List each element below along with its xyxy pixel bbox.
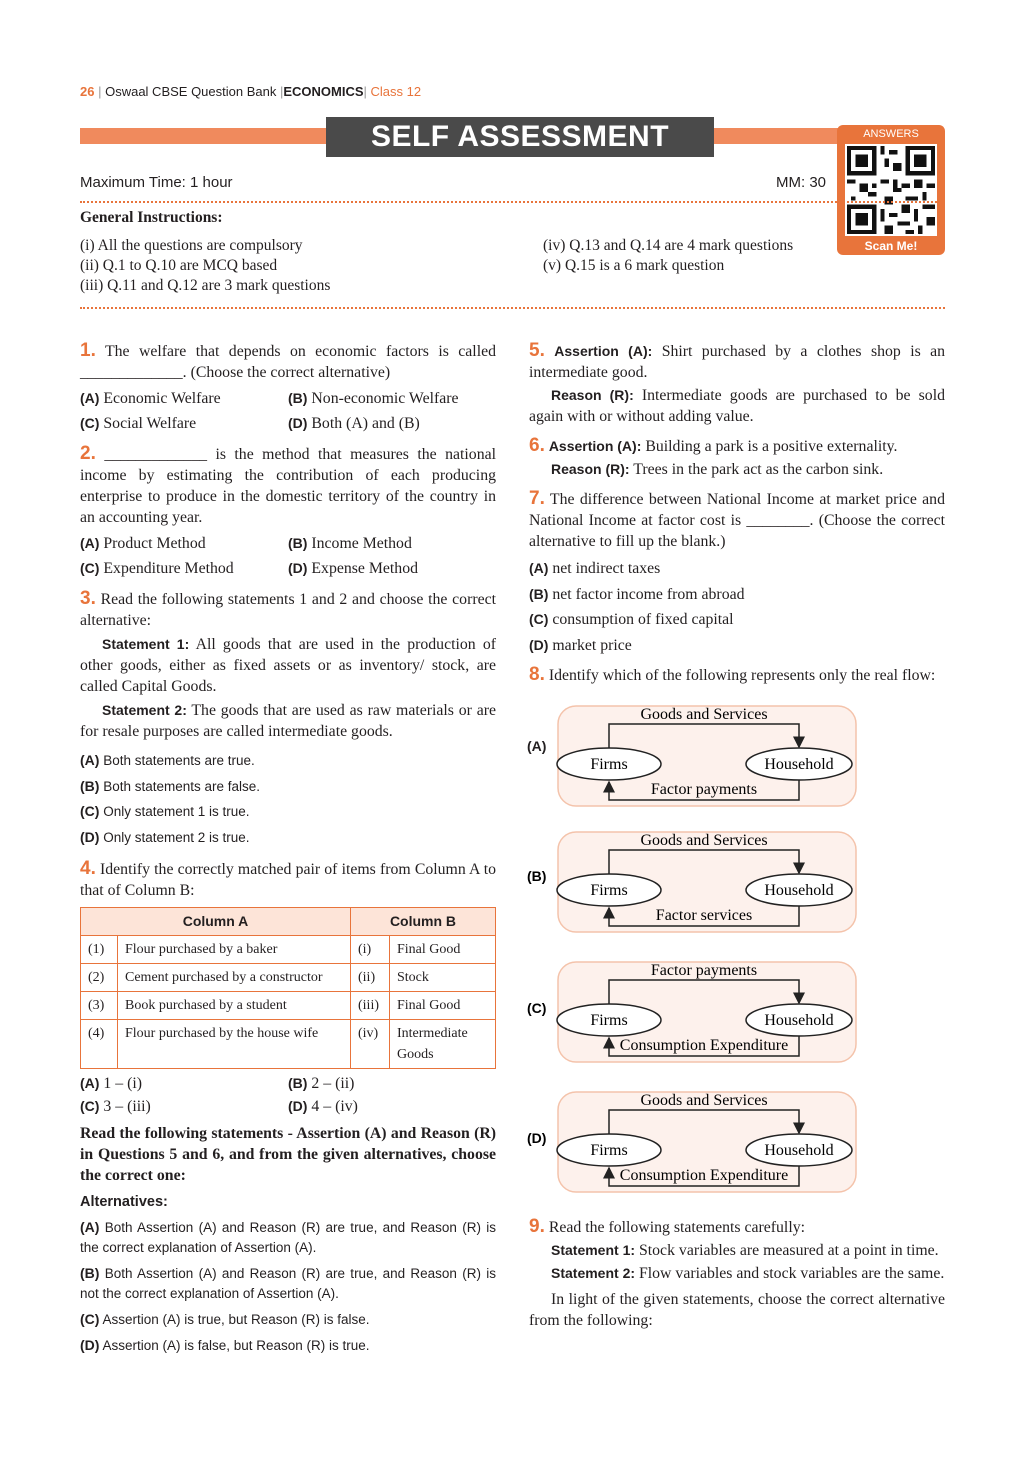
max-marks: MM: 30 xyxy=(776,174,827,191)
alternatives-heading: Alternatives: xyxy=(80,1194,168,1210)
qr-bottom-label: Scan Me! xyxy=(864,239,918,253)
q9-statement-2: Statement 2: Flow variables and stock variables are the same. xyxy=(551,1265,945,1282)
firms-label: Firms xyxy=(590,756,628,773)
instructions-left xyxy=(80,236,330,296)
option-item[interactable]: (C) Social Welfare xyxy=(80,415,197,432)
bottom-flow-label: Factor services xyxy=(655,907,753,924)
question-1: 1. The welfare that depends on economic factors is called _____________. (Choose the correct alternative) xyxy=(80,340,496,381)
question-8: 8. Identify which of the following represents only the real flow: xyxy=(529,664,936,685)
flow-diagram-c[interactable] xyxy=(527,958,867,1071)
flow-diagram-b[interactable] xyxy=(527,828,867,941)
paper-title: SELF ASSESSMENT PAPER 1 xyxy=(326,117,714,157)
book-title: Oswaal CBSE Question Bank xyxy=(105,84,277,99)
top-flow-label: Goods and Services xyxy=(640,706,768,723)
flow-diagram-d[interactable] xyxy=(527,1088,867,1201)
question-4: 4. Identify the correctly matched pair of items from Column A to that of Column B: xyxy=(80,858,496,899)
q2-options xyxy=(80,533,496,579)
answers-qr-block[interactable] xyxy=(837,125,945,255)
question-7: 7. The difference between National Income at market price and National Income at factor cost is ________. (Choose the correct alternative to fill up the blank.) xyxy=(529,488,945,550)
instructions-heading: General Instructions: xyxy=(80,209,223,226)
q4-options xyxy=(80,1073,496,1117)
question-5-assertion: 5. Assertion (A): Shirt purchased by a clothes shop is an intermediate good. xyxy=(529,340,946,381)
option-item[interactable]: (C) 3 – (iii) xyxy=(80,1098,151,1115)
diagram-label: (A) xyxy=(527,738,547,754)
household-label: Household xyxy=(764,1012,834,1029)
question-6-reason: Reason (R): Trees in the park act as the carbon sink. xyxy=(551,461,884,478)
option-item[interactable]: (D) Expense Method xyxy=(288,560,418,577)
firms-label: Firms xyxy=(590,1012,628,1029)
household-label: Household xyxy=(764,882,834,899)
assertion-reason-intro: Read the following statements - Assertion (A) and Reason (R) in Questions 5 and 6, and from the given alternatives, choose the correct one: xyxy=(80,1125,496,1184)
divider-top xyxy=(80,201,945,203)
instruction-item: (iii) Q.11 and Q.12 are 3 mark questions xyxy=(80,277,331,294)
flow-diagram-a[interactable] xyxy=(527,702,867,815)
question-9: 9. Read the following statements carefully: xyxy=(529,1216,805,1237)
table-header-row: Column A Column B xyxy=(81,908,496,936)
top-flow-label: Goods and Services xyxy=(640,1092,768,1109)
option-item[interactable]: (B) net factor income from abroad xyxy=(529,585,745,603)
left-column xyxy=(80,340,496,1356)
option-item[interactable]: (A) Both statements are true. xyxy=(80,752,255,768)
qr-top-label: ANSWERS xyxy=(863,128,919,140)
q3-statement-1: Statement 1: All goods that are used in the production of other goods, either as fixed assets or as inventory/ stock, are called Capital Goods. xyxy=(80,636,496,695)
diagram-label: (B) xyxy=(527,868,547,884)
table-row: (1) Flour purchased by a baker (i) Final Good xyxy=(81,936,496,964)
option-item[interactable]: (A) Product Method xyxy=(80,535,206,552)
option-item[interactable]: (D) Both (A) and (B) xyxy=(288,415,420,432)
option-item[interactable]: (D) market price xyxy=(529,636,632,654)
q3-statement-2: Statement 2: The goods that are used as raw materials or are for resale purposes are called intermediate goods. xyxy=(80,702,496,740)
match-table xyxy=(80,907,496,1069)
subject-label: ECONOMICS xyxy=(283,84,364,99)
instruction-item: (v) Q.15 is a 6 mark question xyxy=(543,257,725,274)
option-item[interactable]: (C) Only statement 1 is true. xyxy=(80,803,250,819)
option-item[interactable]: (A) net indirect taxes xyxy=(529,560,661,577)
question-6-assertion: 6. Assertion (A): Building a park is a positive externality. xyxy=(529,435,898,456)
max-time: Maximum Time: 1 hour xyxy=(80,174,233,191)
question-2: 2. _____________ is the method that measures the national income by estimating the contribution of each producing enterprise to produce in the domestic territory of the country in an accounting year. xyxy=(80,443,496,526)
question-5-reason: Reason (R): Intermediate goods are purchased to be sold again with or without adding value. xyxy=(529,387,945,425)
option-item[interactable]: (B) Income Method xyxy=(288,535,412,552)
instruction-item: (ii) Q.1 to Q.10 are MCQ based xyxy=(80,257,278,274)
firms-label: Firms xyxy=(590,882,628,899)
bottom-flow-label: Consumption Expenditure xyxy=(619,1167,789,1184)
option-item[interactable]: (A) 1 – (i) xyxy=(80,1075,142,1092)
bottom-flow-label: Consumption Expenditure xyxy=(619,1037,789,1054)
option-item[interactable]: (D) Only statement 2 is true. xyxy=(80,828,250,845)
table-row: (4) Flour purchased by the house wife (iv) Intermediate Goods xyxy=(81,1020,496,1069)
question-3: 3. Read the following statements 1 and 2 and choose the correct alternative: xyxy=(80,588,496,629)
table-row: (3) Book purchased by a student (iii) Final Good xyxy=(81,992,496,1020)
q9-statement-1: Statement 1: Stock variables are measured at a point in time. xyxy=(551,1242,939,1259)
diagram-label: (C) xyxy=(527,1000,547,1016)
instructions-right xyxy=(543,236,793,276)
household-label: Household xyxy=(764,1142,834,1159)
page-number: 26 xyxy=(80,84,95,99)
option-item[interactable]: (C) Expenditure Method xyxy=(80,560,234,577)
option-item[interactable]: (A) Economic Welfare xyxy=(80,390,221,407)
q1-options xyxy=(80,388,496,434)
option-item[interactable]: (B) Non-economic Welfare xyxy=(288,390,459,407)
diagram-label: (D) xyxy=(527,1130,547,1146)
bottom-flow-label: Factor payments xyxy=(650,781,758,798)
option-item[interactable]: (B) Both Assertion (A) and Reason (R) are true, and Reason (R) is not the correct explanation of Assertion (A). xyxy=(80,1265,496,1301)
ar-options xyxy=(80,1217,496,1356)
option-item[interactable]: (D) 4 – (iv) xyxy=(288,1098,358,1115)
option-item[interactable]: (B) 2 – (ii) xyxy=(288,1075,355,1092)
table-row: (2) Cement purchased by a constructor (ii) Stock xyxy=(81,964,496,992)
option-item[interactable]: (D) Assertion (A) is false, but Reason (R) is true. xyxy=(80,1337,370,1353)
option-item[interactable]: (C) Assertion (A) is true, but Reason (R) is false. xyxy=(80,1311,370,1327)
instruction-item: (iv) Q.13 and Q.14 are 4 mark questions xyxy=(543,237,794,254)
top-flow-label: Factor payments xyxy=(650,962,758,979)
top-flow-label: Goods and Services xyxy=(640,832,768,849)
q3-options xyxy=(80,748,496,850)
option-item[interactable]: (B) Both statements are false. xyxy=(80,777,261,794)
q9-closing: In light of the given statements, choose the correct alternative from the following: xyxy=(529,1291,945,1329)
instruction-item: (i) All the questions are compulsory xyxy=(80,237,303,254)
option-item[interactable]: (C) consumption of fixed capital xyxy=(529,611,734,628)
class-label: Class 12 xyxy=(370,84,422,99)
qr-code-icon[interactable] xyxy=(845,144,937,236)
option-item[interactable]: (A) Both Assertion (A) and Reason (R) are true, and Reason (R) is the correct explanation of Assertion (A). xyxy=(80,1219,496,1255)
right-column xyxy=(529,340,945,686)
question-9-block xyxy=(529,1216,945,1331)
firms-label: Firms xyxy=(590,1142,628,1159)
divider-bottom xyxy=(80,307,945,309)
running-header: 26 | Oswaal CBSE Question Bank |ECONOMICS| Class 12 xyxy=(80,84,422,99)
household-label: Household xyxy=(764,756,834,773)
q7-options xyxy=(529,556,945,658)
